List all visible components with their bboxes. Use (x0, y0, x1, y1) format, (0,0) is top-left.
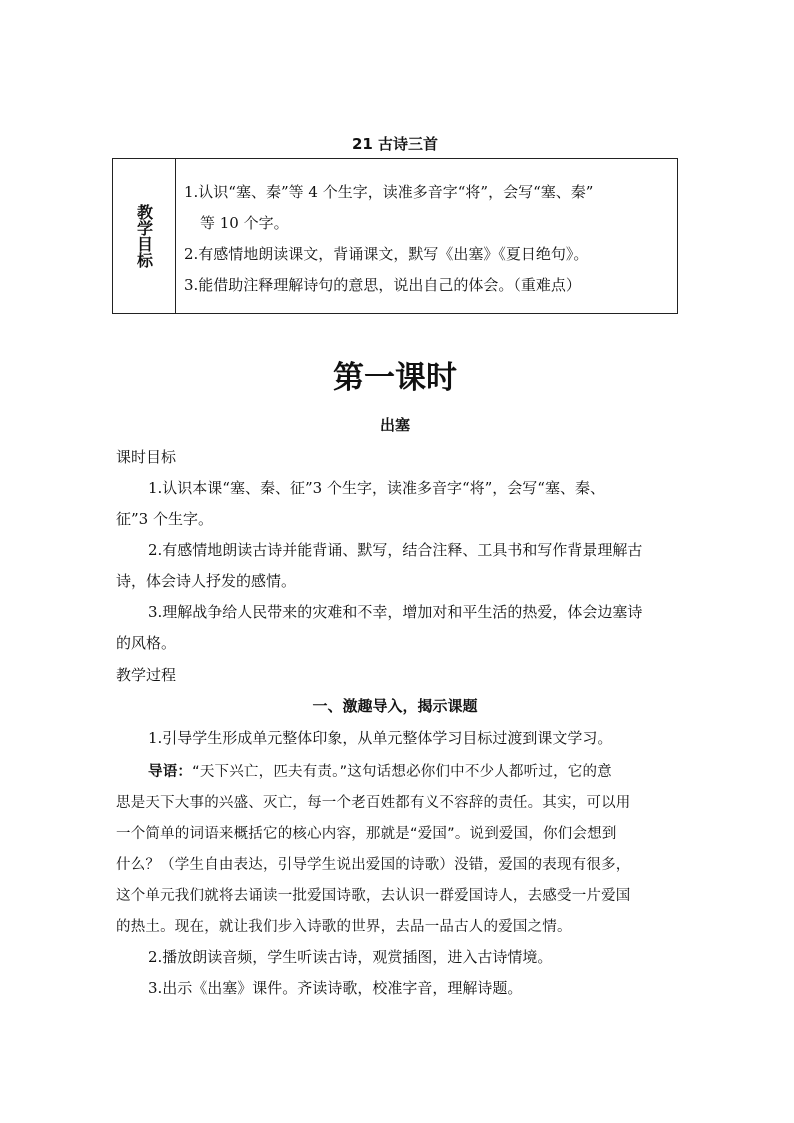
goal-item-1-cont: 等 10 个字。 (200, 214, 289, 232)
document-title: 21 古诗三首 (351, 135, 439, 153)
intro-line-1 (148, 760, 714, 781)
intro-text-1: “天下兴亡，匹夫有责。”这句话想必你们中不少人都听过，它的意 (192, 764, 612, 780)
lesson-goal-1-cont: 征”3 个生字。 (116, 510, 213, 528)
step-3: 3.出示《出塞》课件。齐读诗歌，校准字音，理解诗题。 (148, 979, 523, 997)
intro-label: 导语： (148, 764, 193, 780)
intro-line-5: 这个单元我们就将去诵读一批爱国诗歌，去认识一群爱国诗人，去感受一片爱国 (116, 888, 631, 904)
goal-item-1: 1.认识“塞、秦”等 4 个生字，读准多音字“将”，会写“塞、秦” (184, 183, 594, 201)
lesson-goal-3-cont: 的风格。 (116, 634, 177, 652)
lesson-goal-2: 2.有感情地朗读古诗并能背诵、默写，结合注释、工具书和写作背景理解古 (148, 541, 643, 559)
intro-line-2: 思是天下大事的兴盛、灭亡，每一个老百姓都有义不容辞的责任。其实，可以用 (116, 795, 631, 811)
goal-item-2: 2.有感情地朗读课文，背诵课文，默写《出塞》《夏日绝句》。 (184, 245, 589, 263)
lesson-goals-heading: 课时目标 (116, 448, 177, 466)
part1-heading: 一、激趣导入，揭示课题 (312, 697, 478, 715)
intro-line-3: 一个简单的词语来概括它的核心内容，那就是“爱国”。说到爱国，你们会想到 (116, 826, 617, 842)
step-1: 1.引导学生形成单元整体印象，从单元整体学习目标过渡到课文学习。 (148, 729, 613, 747)
lesson-goal-1: 1.认识本课“塞、秦、征”3 个生字，读准多音字“将”，会写“塞、秦、 (148, 479, 605, 497)
poem-title: 出塞 (379, 416, 410, 434)
lesson-goal-2-cont: 诗，体会诗人抒发的感情。 (116, 572, 297, 590)
goals-label: 教学目标 (134, 204, 154, 268)
lesson-goal-3: 3.理解战争给人民带来的灾难和不幸，增加对和平生活的热爱，体会边塞诗 (148, 603, 643, 621)
goal-item-3: 3.能借助注释理解诗句的意思，说出自己的体会。（重难点） (184, 276, 581, 294)
intro-line-4: 什么？（学生自由表达，引导学生说出爱国的诗歌）没错，爱国的表现有很多， (116, 857, 631, 873)
process-heading: 教学过程 (116, 666, 177, 684)
step-2: 2.播放朗读音频，学生听读古诗，观赏插图，进入古诗情境。 (148, 948, 553, 966)
goals-label-cell (113, 159, 176, 313)
teaching-goals-table (112, 158, 678, 314)
lesson-title: 第一课时 (333, 360, 457, 396)
goals-list (176, 159, 603, 313)
intro-line-6: 的热土。现在，就让我们步入诗歌的世界，去品一品古人的爱国之情。 (116, 919, 572, 935)
